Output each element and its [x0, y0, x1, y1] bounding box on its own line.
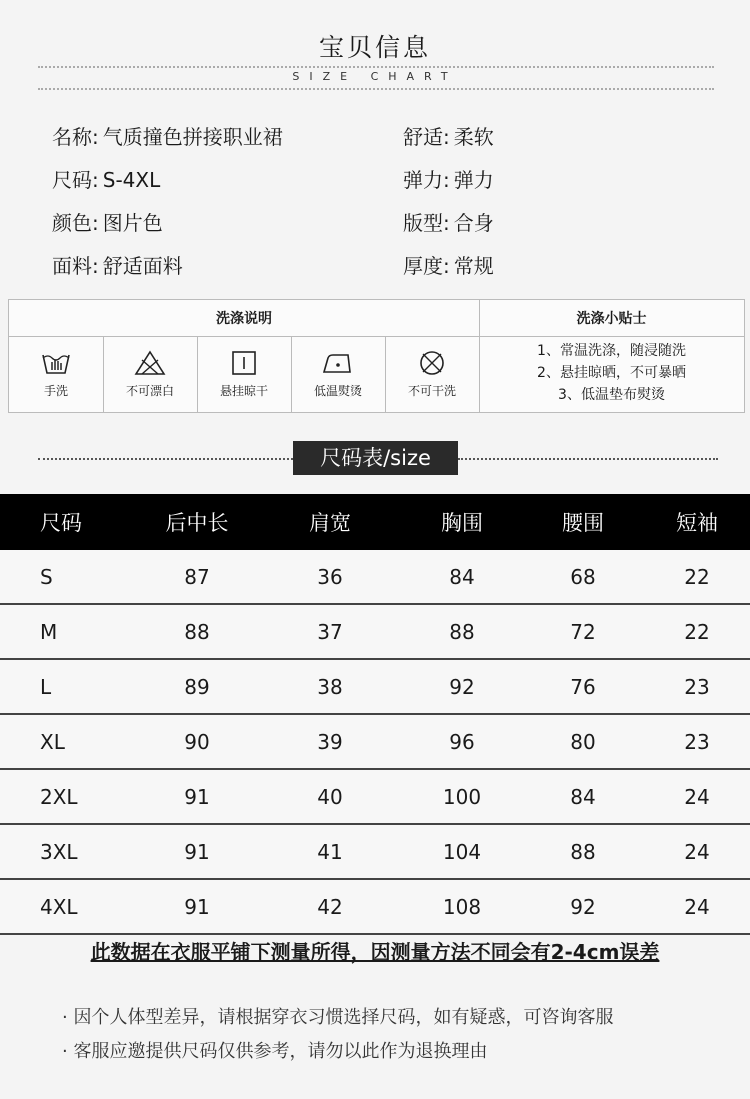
table-cell: 84 [522, 769, 644, 824]
table-cell: 96 [402, 714, 522, 769]
table-cell: 104 [402, 824, 522, 879]
table-cell: 38 [258, 659, 402, 714]
table-cell: 91 [136, 879, 258, 934]
table-cell: 100 [402, 769, 522, 824]
table-cell: 23 [644, 659, 750, 714]
table-cell: 42 [258, 879, 402, 934]
no-bleach-icon [134, 350, 166, 376]
info-item [52, 123, 283, 151]
info-value: 舒适面料 [102, 254, 183, 278]
table-header-row [0, 494, 750, 550]
care-tip: 1、常温洗涤，随浸随洗 [537, 343, 686, 359]
info-label: 面料: [52, 254, 99, 278]
care-symbol-label: 不可干洗 [407, 384, 456, 398]
care-tip: 2、悬挂晾晒，不可暴晒 [537, 365, 686, 381]
care-symbol [291, 338, 385, 399]
info-label: 版型: [403, 211, 450, 235]
divider [458, 458, 718, 460]
care-symbol-label: 低温熨烫 [313, 384, 362, 398]
info-value: 合身 [453, 211, 494, 235]
care-tip: 3、低温垫布熨烫 [558, 387, 665, 403]
info-value: S-4XL [102, 168, 161, 192]
care-tips-title: 洗涤小贴士 [576, 311, 647, 327]
table-cell: 22 [644, 604, 750, 659]
page-title: 宝贝信息 [318, 33, 431, 62]
table-row [0, 824, 750, 879]
table-cell: 91 [136, 824, 258, 879]
info-label: 尺码: [52, 168, 99, 192]
table-cell: M [0, 604, 136, 659]
no-dry-clean-icon [416, 350, 448, 376]
table-row [0, 604, 750, 659]
info-label: 厚度: [403, 254, 450, 278]
care-symbol-label: 不可漂白 [125, 384, 174, 398]
care-box [8, 299, 745, 413]
divider [38, 458, 293, 460]
table-cell: 87 [136, 550, 258, 604]
table-cell: 40 [258, 769, 402, 824]
table-cell: 88 [136, 604, 258, 659]
column-header: 胸围 [402, 494, 522, 550]
hang-dry-icon [228, 350, 260, 376]
size-table [0, 494, 750, 935]
table-cell: 22 [644, 550, 750, 604]
care-instructions-title: 洗涤说明 [216, 311, 272, 327]
column-header: 尺码 [0, 494, 136, 550]
info-item [52, 209, 163, 237]
info-item [403, 123, 494, 151]
table-cell: 36 [258, 550, 402, 604]
info-value: 气质撞色拼接职业裙 [102, 125, 283, 149]
size-table-banner: 尺码表/size [293, 441, 458, 475]
divider [38, 66, 714, 68]
table-cell: 23 [644, 714, 750, 769]
info-label: 颜色: [52, 211, 99, 235]
care-symbol [103, 338, 197, 399]
info-value: 柔软 [453, 125, 494, 149]
hand-wash-icon [40, 350, 72, 376]
info-label: 舒适: [403, 125, 450, 149]
table-cell: 3XL [0, 824, 136, 879]
column-header: 短袖 [644, 494, 750, 550]
table-cell: 92 [402, 659, 522, 714]
table-cell: 41 [258, 824, 402, 879]
table-row [0, 659, 750, 714]
column-header: 腰围 [522, 494, 644, 550]
table-cell: 72 [522, 604, 644, 659]
divider [38, 88, 714, 90]
table-cell: XL [0, 714, 136, 769]
page-subtitle: SIZE CHART [292, 70, 458, 83]
table-cell: 90 [136, 714, 258, 769]
table-row [0, 769, 750, 824]
table-cell: 24 [644, 769, 750, 824]
table-row [0, 714, 750, 769]
table-cell: 76 [522, 659, 644, 714]
table-cell: 88 [522, 824, 644, 879]
info-value: 常规 [453, 254, 494, 278]
table-cell: 68 [522, 550, 644, 604]
divider [9, 336, 744, 337]
care-symbol [385, 338, 479, 399]
care-symbol [9, 338, 103, 399]
info-item [403, 166, 494, 194]
table-cell: 92 [522, 879, 644, 934]
table-cell: 84 [402, 550, 522, 604]
column-header: 肩宽 [258, 494, 402, 550]
table-cell: 39 [258, 714, 402, 769]
table-cell: 108 [402, 879, 522, 934]
care-symbol-label: 手洗 [43, 384, 68, 398]
table-cell: 80 [522, 714, 644, 769]
notice-item: · 因个人体型差异，请根据穿衣习惯选择尺码，如有疑惑，可咨询客服 [62, 1007, 614, 1028]
table-row [0, 550, 750, 604]
table-cell: S [0, 550, 136, 604]
table-cell: 4XL [0, 879, 136, 934]
info-value: 弹力 [453, 168, 494, 192]
info-item [52, 252, 183, 280]
care-symbol-label: 悬挂晾干 [219, 384, 268, 398]
table-cell: 89 [136, 659, 258, 714]
info-label: 名称: [52, 125, 99, 149]
info-item [52, 166, 160, 194]
table-cell: 24 [644, 879, 750, 934]
low-iron-icon [320, 350, 356, 376]
info-item [403, 209, 494, 237]
notice-item: · 客服应邀提供尺码仅供参考，请勿以此作为退换理由 [62, 1041, 488, 1062]
care-symbol [197, 338, 291, 399]
info-item [403, 252, 494, 280]
care-tips [479, 340, 744, 406]
table-cell: L [0, 659, 136, 714]
info-label: 弹力: [403, 168, 450, 192]
table-cell: 91 [136, 769, 258, 824]
table-row [0, 879, 750, 934]
table-cell: 88 [402, 604, 522, 659]
table-cell: 37 [258, 604, 402, 659]
table-cell: 24 [644, 824, 750, 879]
column-header: 后中长 [136, 494, 258, 550]
measurement-note: 此数据在衣服平铺下测量所得，因测量方法不同会有2-4cm误差 [90, 940, 660, 964]
table-cell: 2XL [0, 769, 136, 824]
info-value: 图片色 [102, 211, 163, 235]
